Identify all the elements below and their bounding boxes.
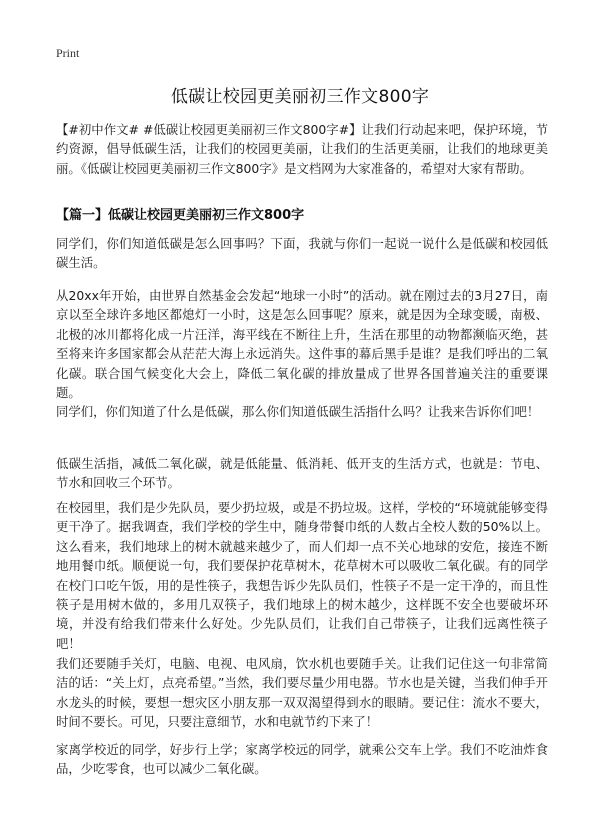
- paragraph-6: 我们还要随手关灯，电脑、电视、电风扇，饮水机也要随手关。让我们记住这一句非常简洁的话：“关上灯，点亮希望。”当然，我们要尽量少用电器。节水也是关键，当我们伸手开水龙头的时候，要想一想灾区小朋友那一双双渴望得到水的眼睛。要记住：流水不要大，时间不要长。可见，只要注意细节，水和电就节约下来了！: [56, 656, 548, 730]
- paragraph-5: 在校园里，我们是少先队员，要少扔垃圾，或是不扔垃圾。这样，学校的“环境就能够变得更干净了。据我调查，我们学校的学生中，随身带餐巾纸的人数占全校人数的50%以上。这么看来，我们地球上的树木就越来越少了，而人们却一点不关心地球的安危，接连不断地用餐巾纸。顺便说一句，我们要保护花草树木，花草树木可以吸收二氧化碳。有的同学在校门口吃午饭，用的是性筷子，我想告诉少先队员们，性筷子不是一定干净的，而且性筷子是用树木做的，多用几双筷子，我们地球上的树木越少，这样既不安全也要破坏环境，并没有给我们带来什么好处。少先队员们，让我们自己带筷子，让我们远离性筷子吧！: [56, 500, 548, 651]
- intro-paragraph: 【#初中作文# #低碳让校园更美丽初三作文800字#】让我们行动起来吧，保护环境，节约资源，倡导低碳生活，让我们的校园更美丽，让我们的生活更美丽，让我们的地球更美丽。《低碳让校园更美丽初三作文800字》是文档网为大家准备的，希望对大家有帮助。: [56, 122, 548, 176]
- section-heading: 【篇一】低碳让校园更美丽初三作文800字: [56, 208, 305, 223]
- paragraph-3: 同学们，你们知道了什么是低碳，那么你们知道低碳生活指什么吗？让我来告诉你们吧！: [56, 404, 540, 419]
- page-title: 低碳让校园更美丽初三作文800字: [170, 87, 430, 107]
- paragraph-1: 同学们，你们知道低碳是怎么回事吗？下面，我就与你们一起说一说什么是低碳和校园低碳生活。: [56, 236, 548, 271]
- print-label[interactable]: Print: [56, 46, 80, 60]
- paragraph-2: 从20xx年开始，由世界自然基金会发起“地球一小时”的活动。就在刚过去的3月27日，南京以至全球许多地区都熄灯一小时，这是怎么回事呢？原来，就是因为全球变暖，南极、北极的冰川都将化成一片汪洋，海平线在不断往上升，生活在那里的动物都濒临灭绝，甚至将来许多国家都会从茫茫大海上永远消失。这件事的幕后黑手是谁？是我们呼出的二氧化碳。联合国气候变化大会上，降低二氧化碳的排放量成了世界各国普遍关注的重要课题。: [56, 288, 548, 401]
- paragraph-4: 低碳生活指，减低二氧化碳，就是低能量、低消耗、低开支的生活方式，也就是：节电、节水和回收三个环节。: [56, 456, 548, 491]
- paragraph-7: 家离学校近的同学，好步行上学；家离学校远的同学，就乘公交车上学。我们不吃油炸食品，少吃零食，也可以减少二氧化碳。: [56, 742, 548, 777]
